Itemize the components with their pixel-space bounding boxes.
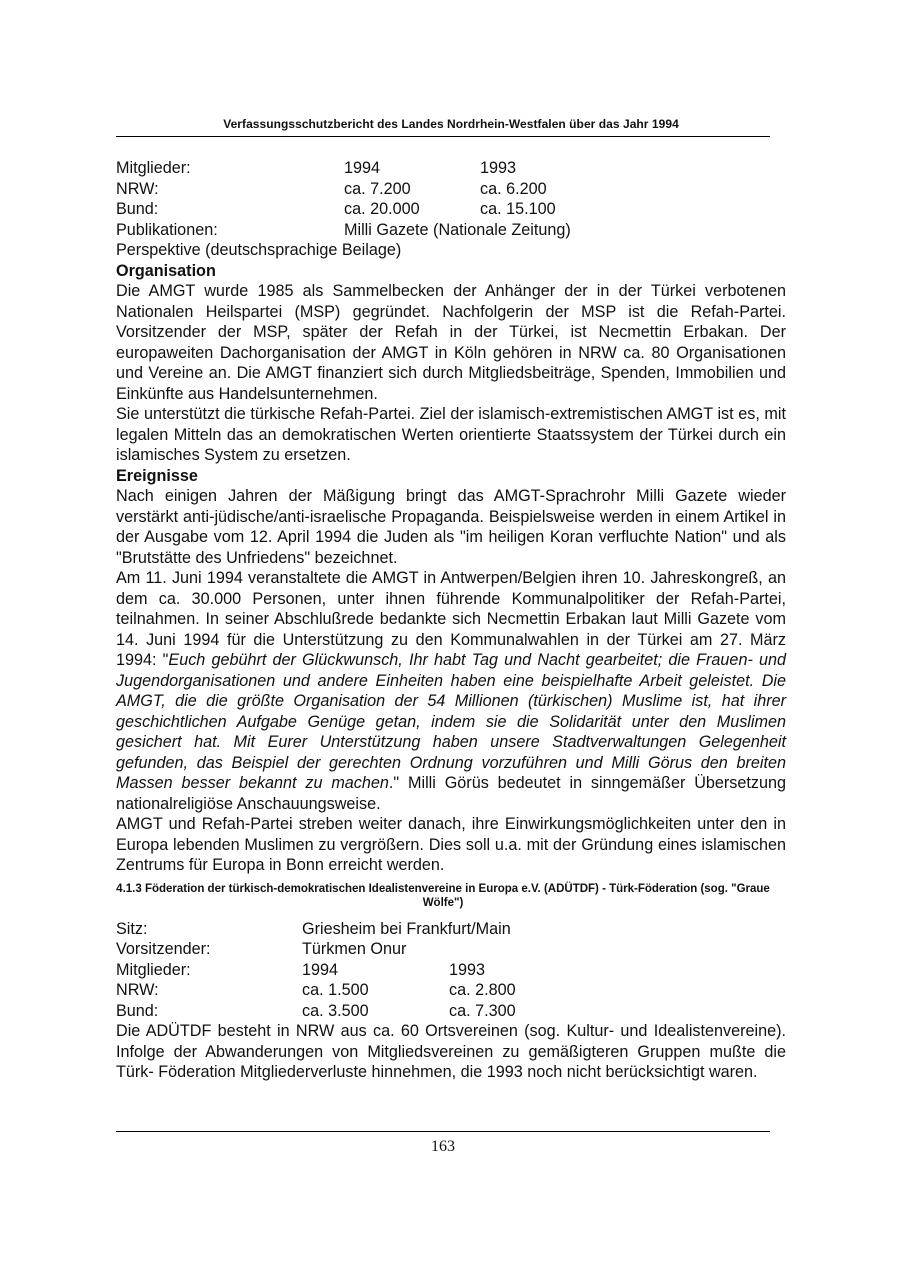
row-label: Publikationen: <box>116 220 218 239</box>
footer-rule <box>116 1131 770 1132</box>
amgt-publications-row <box>116 220 786 241</box>
row-label: Mitglieder: <box>116 159 191 177</box>
value-1993: ca. 2.800 <box>449 981 516 999</box>
erbakan-quote: Euch gebührt der Glückwunsch, Ihr habt Tag und Nacht gearbeitet; die Frauen- und Jugendorganisationen und andere Einheiten haben eine beispielhafte Arbeit geleistet. Die AMGT, die die größte Organisation der 54 Millionen (türkischen) Muslime ist, hat ihrer geschichtlichen Aufgabe Genüge getan, indem sie die Solidarität unter den Muslimen gesichert hat. Mit Eurer Unterstützung haben unsere Stadtverwaltungen Gelegenheit gefunden, das Beispiel der gerechten Ordnung vorzuführen und Milli Görus den breiten Massen besser bekannt zu machen <box>116 651 786 792</box>
value-1994: ca. 3.500 <box>302 1001 369 1020</box>
amgt-members-row <box>116 158 786 179</box>
row-label: NRW: <box>116 981 159 999</box>
ereignisse-paragraph-2 <box>116 568 786 814</box>
year-1994: 1994 <box>302 960 339 979</box>
row-label: NRW: <box>116 179 159 198</box>
chair-value: Türkmen Onur <box>302 940 407 958</box>
value-1993: ca. 15.100 <box>480 200 556 218</box>
ereignisse-heading: Ereignisse <box>116 466 198 485</box>
value-1994: ca. 1.500 <box>302 981 369 999</box>
adutdf-chair-row <box>116 939 786 960</box>
organisation-paragraph-2: Sie unterstützt die türkische Refah-Partei. Ziel der islamisch-extremistischen AMGT ist es, mit legalen Mitteln das an demokratischen Werten orientierte Staatssystem der Türkei durch ein islamisches System zu ersetzen. <box>116 405 786 464</box>
ereignisse-paragraph-3: AMGT und Refah-Partei streben weiter danach, ihre Einwirkungsmöglichkeiten unter den in Europa lebenden Muslimen zu vergrößern. Dies soll u.a. mit der Gründung eines islamischen Zentrums für Europa in Bonn erreicht werden. <box>116 815 786 874</box>
row-label: Bund: <box>116 200 159 218</box>
value-1993: ca. 7.300 <box>449 1001 516 1020</box>
publication-value: Milli Gazete (Nationale Zeitung) <box>344 220 571 239</box>
value-1994: ca. 20.000 <box>344 200 420 218</box>
value-1994: ca. 7.200 <box>344 179 411 198</box>
perspektive-text: Perspektive (deutschsprachige Beilage) <box>116 241 402 259</box>
adutdf-nrw-row <box>116 980 786 1001</box>
row-label: Sitz: <box>116 919 148 938</box>
organisation-paragraph-1: Die AMGT wurde 1985 als Sammelbecken der Anhänger der in der Türkei verbotenen Nationalen Heilspartei (MSP) gegründet. Nachfolgerin der MSP ist die Refah-Partei. Vorsitzender der MSP, später der Refah in der Türkei, ist Necmettin Erbakan. Der europaweiten Dachorganisation der AMGT in Köln gehören in NRW ca. 80 Organisationen und Vereine an. Die AMGT finanziert sich durch Mitgliedsbeiträge, Spenden, Immobilien und Einkünfte aus Handelsunternehmen. <box>116 282 786 403</box>
adutdf-bund-row <box>116 1001 786 1022</box>
adutdf-sitz-row <box>116 919 786 940</box>
year-1994: 1994 <box>344 159 381 177</box>
paragraph-text: ." Milli Görüs bedeutet in sinngemäßer Übersetzung nationalreligiöse Anschauungsweise. <box>116 774 787 813</box>
ereignisse-paragraph-1: Nach einigen Jahren der Mäßigung bringt das AMGT-Sprachrohr Milli Gazete wieder verstärkt anti-jüdische/anti-israelische Propaganda. Beispielsweise werden in einem Artikel in der Ausgabe vom 12. April 1994 die Juden als "im heiligen Koran verfluchte Nation" und als "Brutstätte des Unfriedens" bezeichnet. <box>116 487 786 567</box>
year-1993: 1993 <box>449 960 486 979</box>
amgt-nrw-row <box>116 179 786 200</box>
amgt-bund-row <box>116 199 786 220</box>
page-number: 163 <box>431 1138 455 1155</box>
page-body <box>116 158 786 1083</box>
adutdf-members-row <box>116 960 786 981</box>
header-rule <box>116 136 770 137</box>
row-label: Mitglieder: <box>116 960 191 979</box>
section-title-4-1-3: 4.1.3 Föderation der türkisch-demokratischen Idealistenvereine in Europa e.V. (ADÜTDF) - Türk-Föderation (sog. "Graue Wölfe") <box>116 882 770 909</box>
amgt-perspektive-row <box>116 240 786 261</box>
adutdf-paragraph-1: Die ADÜTDF besteht in NRW aus ca. 60 Ortsvereinen (sog. Kultur- und Idealistenvereine). Infolge der Abwanderungen von Mitgliedsvereinen zu gemäßigteren Gruppen mußte die Türk- Föderation Mitgliederverluste hinnehmen, die 1993 noch nicht berücksichtigt waren. <box>116 1022 786 1081</box>
organisation-heading: Organisation <box>116 261 216 280</box>
year-1993: 1993 <box>480 159 517 177</box>
value-1993: ca. 6.200 <box>480 179 547 198</box>
row-label: Bund: <box>116 1001 159 1020</box>
running-header: Verfassungsschutzbericht des Landes Nordrhein-Westfalen über das Jahr 1994 <box>223 117 679 131</box>
sitz-value: Griesheim bei Frankfurt/Main <box>302 919 511 938</box>
row-label: Vorsitzender: <box>116 940 211 958</box>
paragraph-text: Am 11. Juni 1994 veranstaltete die AMGT in Antwerpen/Belgien ihren 10. Jahreskongreß, an dem ca. 30.000 Personen, unter ihnen führende Kommunalpolitiker der Refah-Partei, teilnahmen. In seiner Abschlußrede bedankte sich Necmettin Erbakan laut Milli Gazete vom 14. Juni 1994 für die Unterstützung zu den Kommunalwahlen in der Türkei am 27. März 1994: " <box>116 569 786 669</box>
